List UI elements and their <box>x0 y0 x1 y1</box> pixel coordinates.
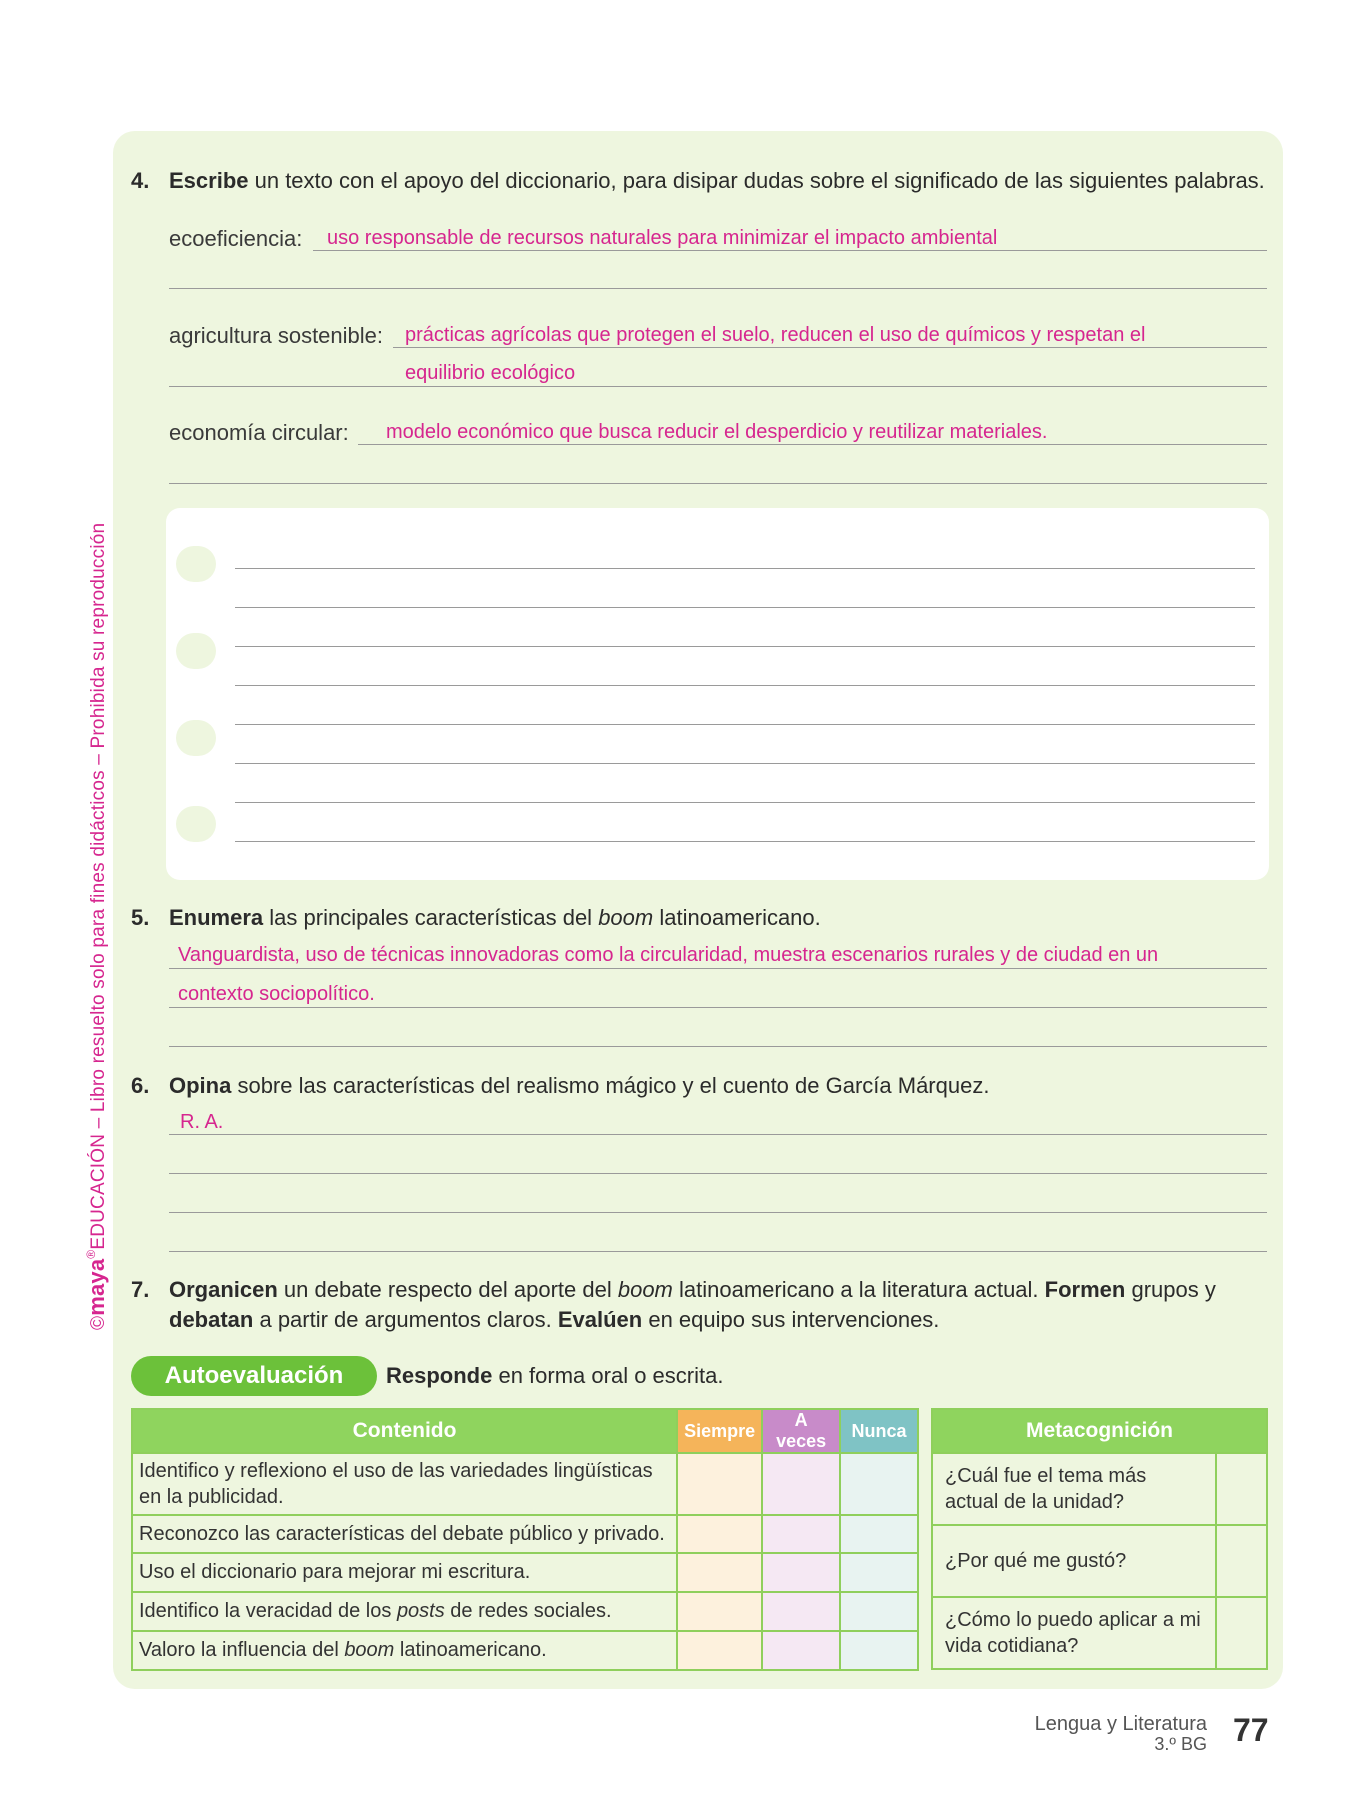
answer-line <box>169 1046 1267 1047</box>
instruction-verb: Responde <box>386 1363 493 1388</box>
criterion-row <box>132 1631 677 1670</box>
question-verb: Organicen <box>169 1277 278 1302</box>
binder-hole <box>176 720 216 756</box>
answer-line <box>393 347 1267 348</box>
grade-level: 3.º BG <box>1154 1734 1207 1754</box>
metacognition-answer-box[interactable] <box>1216 1453 1267 1525</box>
question-number: 7. <box>131 1277 150 1302</box>
answer-line <box>169 288 1267 289</box>
question-verb: Evalúen <box>557 1307 643 1332</box>
answer-line <box>169 1251 1267 1252</box>
metacognition-question: ¿Cómo lo puedo aplicar a mi vida cotidiana? <box>932 1597 1216 1669</box>
question-text: latinoamericano a la literatura actual. <box>672 1277 1045 1302</box>
checkbox-a-veces[interactable] <box>762 1631 840 1670</box>
answer-line <box>358 444 1267 445</box>
header-siempre: Siempre <box>677 1409 762 1453</box>
notebook-line <box>235 646 1255 647</box>
checkbox-a-veces[interactable] <box>762 1515 840 1553</box>
notebook-line <box>235 685 1255 686</box>
answer-line <box>169 1212 1267 1213</box>
notebook-line <box>235 607 1255 608</box>
criterion-text: de redes sociales. <box>444 1600 612 1622</box>
notebook-line <box>235 763 1255 764</box>
question-verb: Escribe <box>169 168 249 193</box>
criterion-row: Identifico y reflexiono el uso de las variedades lingüísticas en la publicidad. <box>132 1453 677 1515</box>
question-number: 5. <box>131 905 150 930</box>
subject-name: Lengua y Literatura <box>1034 1713 1207 1735</box>
checkbox-nunca[interactable] <box>840 1515 918 1553</box>
answer-q5-cont[interactable]: contexto sociopolítico. <box>178 983 375 1005</box>
binder-hole <box>176 546 216 582</box>
brand-logo-text: maya <box>84 1258 109 1316</box>
checkbox-a-veces[interactable] <box>762 1453 840 1515</box>
header-metacognicion: Metacognición <box>932 1409 1267 1453</box>
copyright-sidebar <box>84 523 110 1330</box>
notebook-line <box>235 568 1255 569</box>
checkbox-a-veces[interactable] <box>762 1592 840 1631</box>
checkbox-siempre[interactable] <box>677 1515 762 1553</box>
checkbox-nunca[interactable] <box>840 1592 918 1631</box>
checkbox-nunca[interactable] <box>840 1553 918 1592</box>
question-text: a partir de argumentos claros. <box>253 1307 558 1332</box>
question-text: sobre las características del realismo mágico y el cuento de García Márquez. <box>231 1073 990 1098</box>
answer-line <box>169 1007 1267 1008</box>
binder-hole <box>176 633 216 669</box>
answer-line <box>169 386 1267 387</box>
term-economia-circular: economía circular: <box>169 420 349 445</box>
question-4 <box>131 166 1265 196</box>
answer-line <box>169 1173 1267 1174</box>
autoevaluacion-badge: Autoevaluación <box>131 1356 377 1396</box>
question-text: latinoamericano. <box>653 905 821 930</box>
autoevaluacion-instruction <box>386 1361 723 1391</box>
self-evaluation-table <box>131 1408 919 1671</box>
question-5 <box>131 903 821 933</box>
question-text: en equipo sus intervenciones. <box>642 1307 940 1332</box>
criterion-text: Identifico la veracidad de los <box>139 1600 397 1622</box>
metacognition-answer-box[interactable] <box>1216 1525 1267 1597</box>
checkbox-a-veces[interactable] <box>762 1553 840 1592</box>
instruction-text: en forma oral o escrita. <box>492 1363 724 1388</box>
checkbox-nunca[interactable] <box>840 1453 918 1515</box>
copyright-text: EDUCACIÓN – Libro resuelto solo para fines didácticos – Prohibida su reproducción <box>88 522 109 1250</box>
header-a-veces: A veces <box>762 1409 840 1453</box>
question-number: 6. <box>131 1073 150 1098</box>
metacognition-question: ¿Por qué me gustó? <box>932 1525 1216 1597</box>
footer-subject <box>1035 1714 1207 1754</box>
copyright-symbol: © <box>88 1315 109 1330</box>
question-verb: Formen <box>1044 1277 1126 1302</box>
notebook-line <box>235 841 1255 842</box>
answer-ecoeficiencia[interactable]: uso responsable de recursos naturales para minimizar el impacto ambiental <box>327 227 998 249</box>
criterion-emphasis: boom <box>344 1639 395 1661</box>
answer-line <box>169 968 1267 969</box>
answer-line <box>169 483 1267 484</box>
question-text: un texto con el apoyo del diccionario, para disipar dudas sobre el significado de las siguientes palabras. <box>248 168 1265 193</box>
metacognition-question: ¿Cuál fue el tema más actual de la unidad? <box>932 1453 1216 1525</box>
criterion-text: latinoamericano. <box>394 1639 547 1661</box>
notebook-writing-area[interactable] <box>166 508 1269 880</box>
question-verb: debatan <box>169 1307 254 1332</box>
page-number: 77 <box>1233 1712 1269 1748</box>
question-7 <box>131 1275 1271 1335</box>
term-agricultura-sostenible: agricultura sostenible: <box>169 323 384 348</box>
term-ecoeficiencia: ecoeficiencia: <box>169 226 303 251</box>
registered-symbol: ® <box>84 1249 98 1259</box>
checkbox-siempre[interactable] <box>677 1453 762 1515</box>
notebook-line <box>235 724 1255 725</box>
metacognition-answer-box[interactable] <box>1216 1597 1267 1669</box>
question-emphasis: boom <box>617 1277 673 1302</box>
answer-agricultura-sostenible-cont[interactable]: equilibrio ecológico <box>405 362 576 384</box>
header-nunca: Nunca <box>840 1409 918 1453</box>
checkbox-siempre[interactable] <box>677 1631 762 1670</box>
notebook-line <box>235 802 1255 803</box>
metacognition-table <box>931 1408 1268 1670</box>
checkbox-nunca[interactable] <box>840 1631 918 1670</box>
criterion-row <box>132 1592 677 1631</box>
question-verb: Opina <box>169 1073 232 1098</box>
question-text: un debate respecto del aporte del <box>277 1277 618 1302</box>
question-6 <box>131 1071 989 1101</box>
binder-hole <box>176 806 216 842</box>
answer-q6[interactable]: R. A. <box>180 1111 224 1133</box>
question-number: 4. <box>131 168 150 193</box>
criterion-row: Reconozco las características del debate público y privado. <box>132 1515 677 1553</box>
question-emphasis: boom <box>598 905 654 930</box>
answer-q5[interactable]: Vanguardista, uso de técnicas innovadoras como la circularidad, muestra escenarios rurales y de ciudad en un <box>178 944 1159 966</box>
answer-line <box>313 250 1267 251</box>
header-contenido: Contenido <box>132 1409 677 1453</box>
question-verb: Enumera <box>169 905 264 930</box>
criterion-row: Uso el diccionario para mejorar mi escritura. <box>132 1553 677 1592</box>
criterion-text: Valoro la influencia del <box>139 1639 345 1661</box>
answer-agricultura-sostenible[interactable]: prácticas agrícolas que protegen el suelo, reducen el uso de químicos y respetan el <box>405 324 1146 346</box>
answer-line <box>169 1134 1267 1135</box>
question-text: grupos y <box>1125 1277 1216 1302</box>
checkbox-siempre[interactable] <box>677 1553 762 1592</box>
checkbox-siempre[interactable] <box>677 1592 762 1631</box>
question-text: las principales características del <box>263 905 599 930</box>
criterion-emphasis: posts <box>396 1600 445 1622</box>
answer-economia-circular[interactable]: modelo económico que busca reducir el desperdicio y reutilizar materiales. <box>386 421 1048 443</box>
